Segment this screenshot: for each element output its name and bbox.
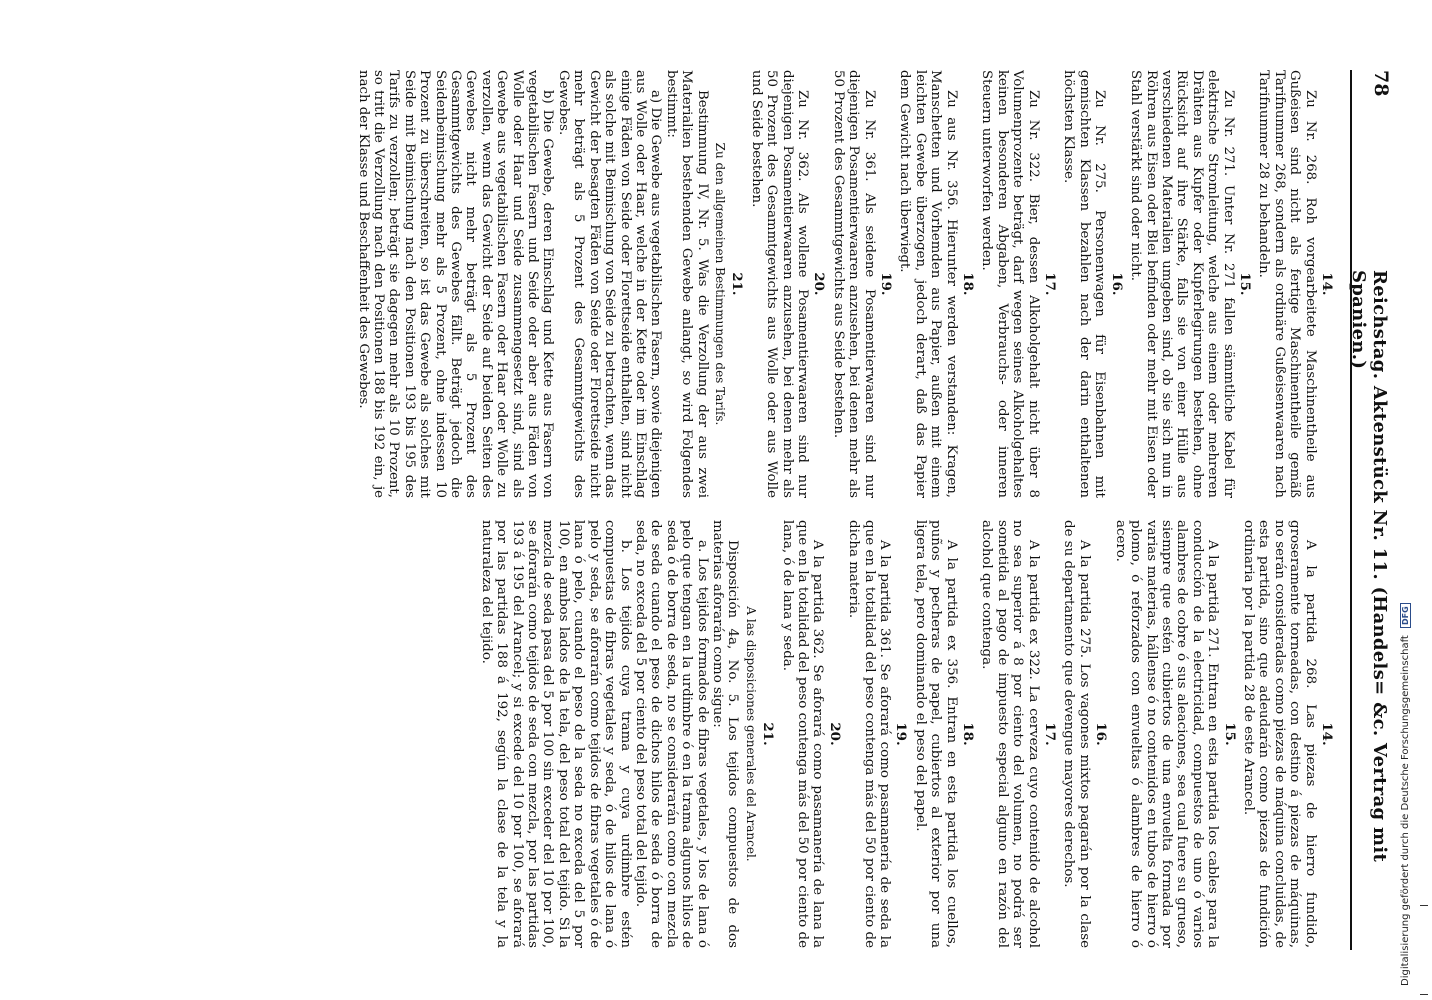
section-text: Zu Nr. 361. Als seidene Posamentierwaaren sind nur diejenigen Posamentierwaaren anzusehen, bei denen mehr als 50 Prozent des Gesammtgewichts aus Seide bestehen. [830,70,877,498]
section-text: A la partida ex 322. La cerveza cuyo contenido de alcohol no sea superior á 8 por ciento del volumen, no podrá ser sometida al pago de impuesto especial alguno en razón del alcohol que contenga. [979,520,1041,948]
dfg-logo-icon: DFG [1400,603,1411,628]
section-text: A la partida ex 356. Entran en esta partida los cuellos, puños y pecheras de papel, cubiertos al exterior por una ligera tela, pero dominando el peso del papel. [912,520,959,948]
section-number: 16. [1108,272,1124,296]
section-21-es [478,520,775,948]
section-19-es [846,520,909,948]
section-14-de [1256,70,1334,498]
section-text: Disposición 4a, No. 5. Los tejidos compuestos de dos materias aforarán como sigue: [709,520,741,948]
section-clause-b: b) Die Gewebe, deren Einschlag und Kette aus Fasern von vegetabilischen Fasern und Seide oder aber aus Fäden von Wolle oder Haar und Seide zusammengesetzt sind, sind als Gewebe aus vegetabilischen Fasern oder Haar oder Wolle zu verzollen, wenn das Gewicht der Seide auf beiden Seiten des Gewebes nicht mehr beträgt als 5 Prozent des Gesammtgewichts des Gewebes fällt. Beträgt jedoch die Seidenbeimischung mehr als 5 Prozent, ohne indessen 10 Prozent zu überschreiten, so ist das Gewebe als solches mit Seide mit Beimischung nach den Positionen 193 bis 195 des Tarifs zu verzollen; beträgt sie dagegen mehr als 10 Prozent, so tritt die Verzollung nach den Positionen 188 bis 192 ein, je nach der Klasse und Beschaffenheit des Gewebes. [355,70,556,498]
scan-tick-mark [1420,994,1428,995]
section-20-es [779,520,842,948]
section-number: 18. [960,722,977,746]
section-17-es [979,520,1057,948]
section-18-es [912,520,975,948]
section-text: Zu Nr. 271. Unter Nr. 271 fallen sämmtliche Kabel für elektrische Stromleitung, welche aus einem oder mehreren Drähten aus Kupfer oder Kupferlegirungen bestehen, ohne Rücksicht auf ihre Stärke, falls sie von einer Hülle aus verschiedenen Materialien umgeben sind, ob sie sich nun in Röhren aus Eisen oder Blei befinden oder mehr mit Eisen oder Stahl verstärkt sind oder nicht. [1128,70,1236,498]
page-number: 78 [1370,70,1392,97]
section-14-es [1241,520,1334,948]
section-text: A la partida 268. Las piezas de hierro fundido, groseramente torneadas, con destino á piezas de máquinas, no serán consideradas como piezas de máquina concluidas, de esta partida, sino que adeudarán como piezas de fundición ordinaria por la partida 28 de este Arancel. [1240,520,1318,948]
section-intro: A las disposiciones generales del Arancel. [743,606,758,862]
section-number: 15. [1236,272,1252,296]
section-clause-b: b. Los tejidos cuya trama y cuya urdimbre estén compuestas de fibras vegetales y seda, ó de hilos de lana ó pelo y seda, se aforarán como tejidos de fibras vegetales ó de lana ó pelo, cuando el peso de la seda no exceda del 5 por 100, en ambos lados de la tela, del peso total del tejido. Si la mezcla de seda pasa del 5 por 100 sin exceder del 10 por 100, se aforarán como tejidos de seda con mezcla, por las partidas 193 á 195 del Arancel; y si excede del 10 por 100, se aforará por las partidas 188 á 192, según la clase de la tela y la naturaleza del tejido. [478,520,633,948]
spanish-column [66,520,1336,948]
section-number: 21. [729,272,745,296]
section-number: 17. [1042,722,1059,746]
section-text: Zu Nr. 322. Bier, dessen Alkoholgehalt nicht über 8 Volumenprozente beträgt, darf wegen seines Alkoholgehaltes keinen besonderen Abgaben, Verbrauchs- oder inneren Steuern unterworfen werden. [979,70,1041,498]
section-text: Zu Nr. 275. Personenwagen für Eisenbahnen mit gemischten Klassen bezahlen nach der darin enthaltenen höchsten Klasse. [1061,70,1108,498]
section-16-es [1061,520,1108,948]
section-text: A la partida 271. Entran en esta partida los cables para la conducción de la electricidad, compuestos de uno ó varios alambres de cobre ó sus aleaciones, sea cual fuere su grueso, siempre que estén cubiertos de una envuelta formada por varias materias, hállense ó no contenidos en tubos de hierro ó plomo, ó reforzados con envueltas ó alambres de hierro ó acero. [1112,520,1221,948]
credit-text: Digitalisierung gefördert durch die Deutsche Forschungsgemeinschaft [1400,635,1411,986]
page-title: Reichstag. Aktenstück Nr. 11. (Handels= &c. Vertrag mit Spanien.) [1348,270,1390,863]
section-text: A la partida 361. Se aforará como pasamanería de seda la que en la totalidad del peso contenga más del 50 por ciento de dicha materia. [846,520,893,948]
section-17-de [979,70,1057,498]
section-text: Zu Nr. 362. Als wollene Posamentierwaaren sind nur diejenigen Posamentierwaaren anzusehen, bei denen mehr als 50 Prozent des Gesammtgewichts aus Wolle oder aus Wolle und Seide bestehen. [748,70,810,498]
section-text: Zu aus Nr. 356. Hierunter werden verstanden: Kragen, Manschetten und Vorhemden aus Papier, außen mit einem leichten Gewebe überzogen, jedoch derart, daß das Papier dem Gewicht nach überwiegt. [897,70,959,498]
section-15-de [1128,70,1252,498]
section-number: 17. [1042,272,1058,296]
digitization-credit [1400,586,1411,986]
section-text: Bestimmung IV, Nr. 5. Was die Verzollung der aus zwei Materialien bestehenden Gewebe anlangt, so wird Folgendes bestimmt: [663,70,710,498]
section-number: 21. [760,722,777,746]
section-number: 19. [893,722,910,746]
section-number: 19. [878,272,894,296]
section-18-de [897,70,975,498]
scan-tick-mark [1420,905,1428,906]
section-intro: Zu den allgemeinen Bestimmungen des Tarifs. [712,142,727,426]
section-19-de [830,70,893,498]
section-text: Zu Nr. 268. Roh vorgearbeitete Maschinentheile aus Gußeisen sind nicht als fertige Maschinentheile gemäß Tarifnummer 268, sondern als ordinäre Gußeisenwaaren nach Tarifnummer 28 zu behandeln. [1256,70,1318,498]
section-text: A la partida 362. Se aforará como pasamanería de lana la que en la totalidad del peso contenga más del 50 por ciento de lana, ó de lana y seda. [779,520,826,948]
section-number: 20. [811,272,827,296]
header-rule [1350,70,1352,950]
section-number: 16. [1093,722,1110,746]
section-text: A la partida 275. Los vagones mixtos pagarán por la clase de su departamento que devengue mayores derechos. [1061,520,1092,948]
section-number: 20. [826,722,843,746]
section-number: 15. [1221,722,1238,746]
section-15-es [1112,520,1236,948]
section-21-de [355,70,744,498]
german-column [66,70,1336,498]
section-clause-a: a. Los tejidos formados de fibras vegetales, y los de lana ó pelo que tengan en la urdimbre ó en la trama algunos hilos de seda ó de borra de seda, no se considerarán como con mezcla de seda cuando el peso de dichos hilos de seda ó borra de seda, no exceda del 5 por ciento del peso total del tejido. [632,520,710,948]
section-clause-a: a) Die Gewebe aus vegetabilischen Fasern, sowie diejenigen aus Wolle oder Haar, welche in der Kette oder im Einschlag einige Fäden von Seide oder Florettseide enthalten, sind nicht als solche mit Beimischung von Seide zu betrachten, wenn das Gewicht der besagten Fäden von Seide oder Florettseide nicht mehr beträgt als 5 Prozent des Gesammtgewichts des Gewebes. [555,70,664,498]
section-number: 14. [1319,722,1335,746]
section-number: 18. [960,272,976,296]
section-16-de [1061,70,1124,498]
page-header [1348,70,1394,940]
section-number: 14. [1319,272,1334,296]
section-20-de [748,70,826,498]
